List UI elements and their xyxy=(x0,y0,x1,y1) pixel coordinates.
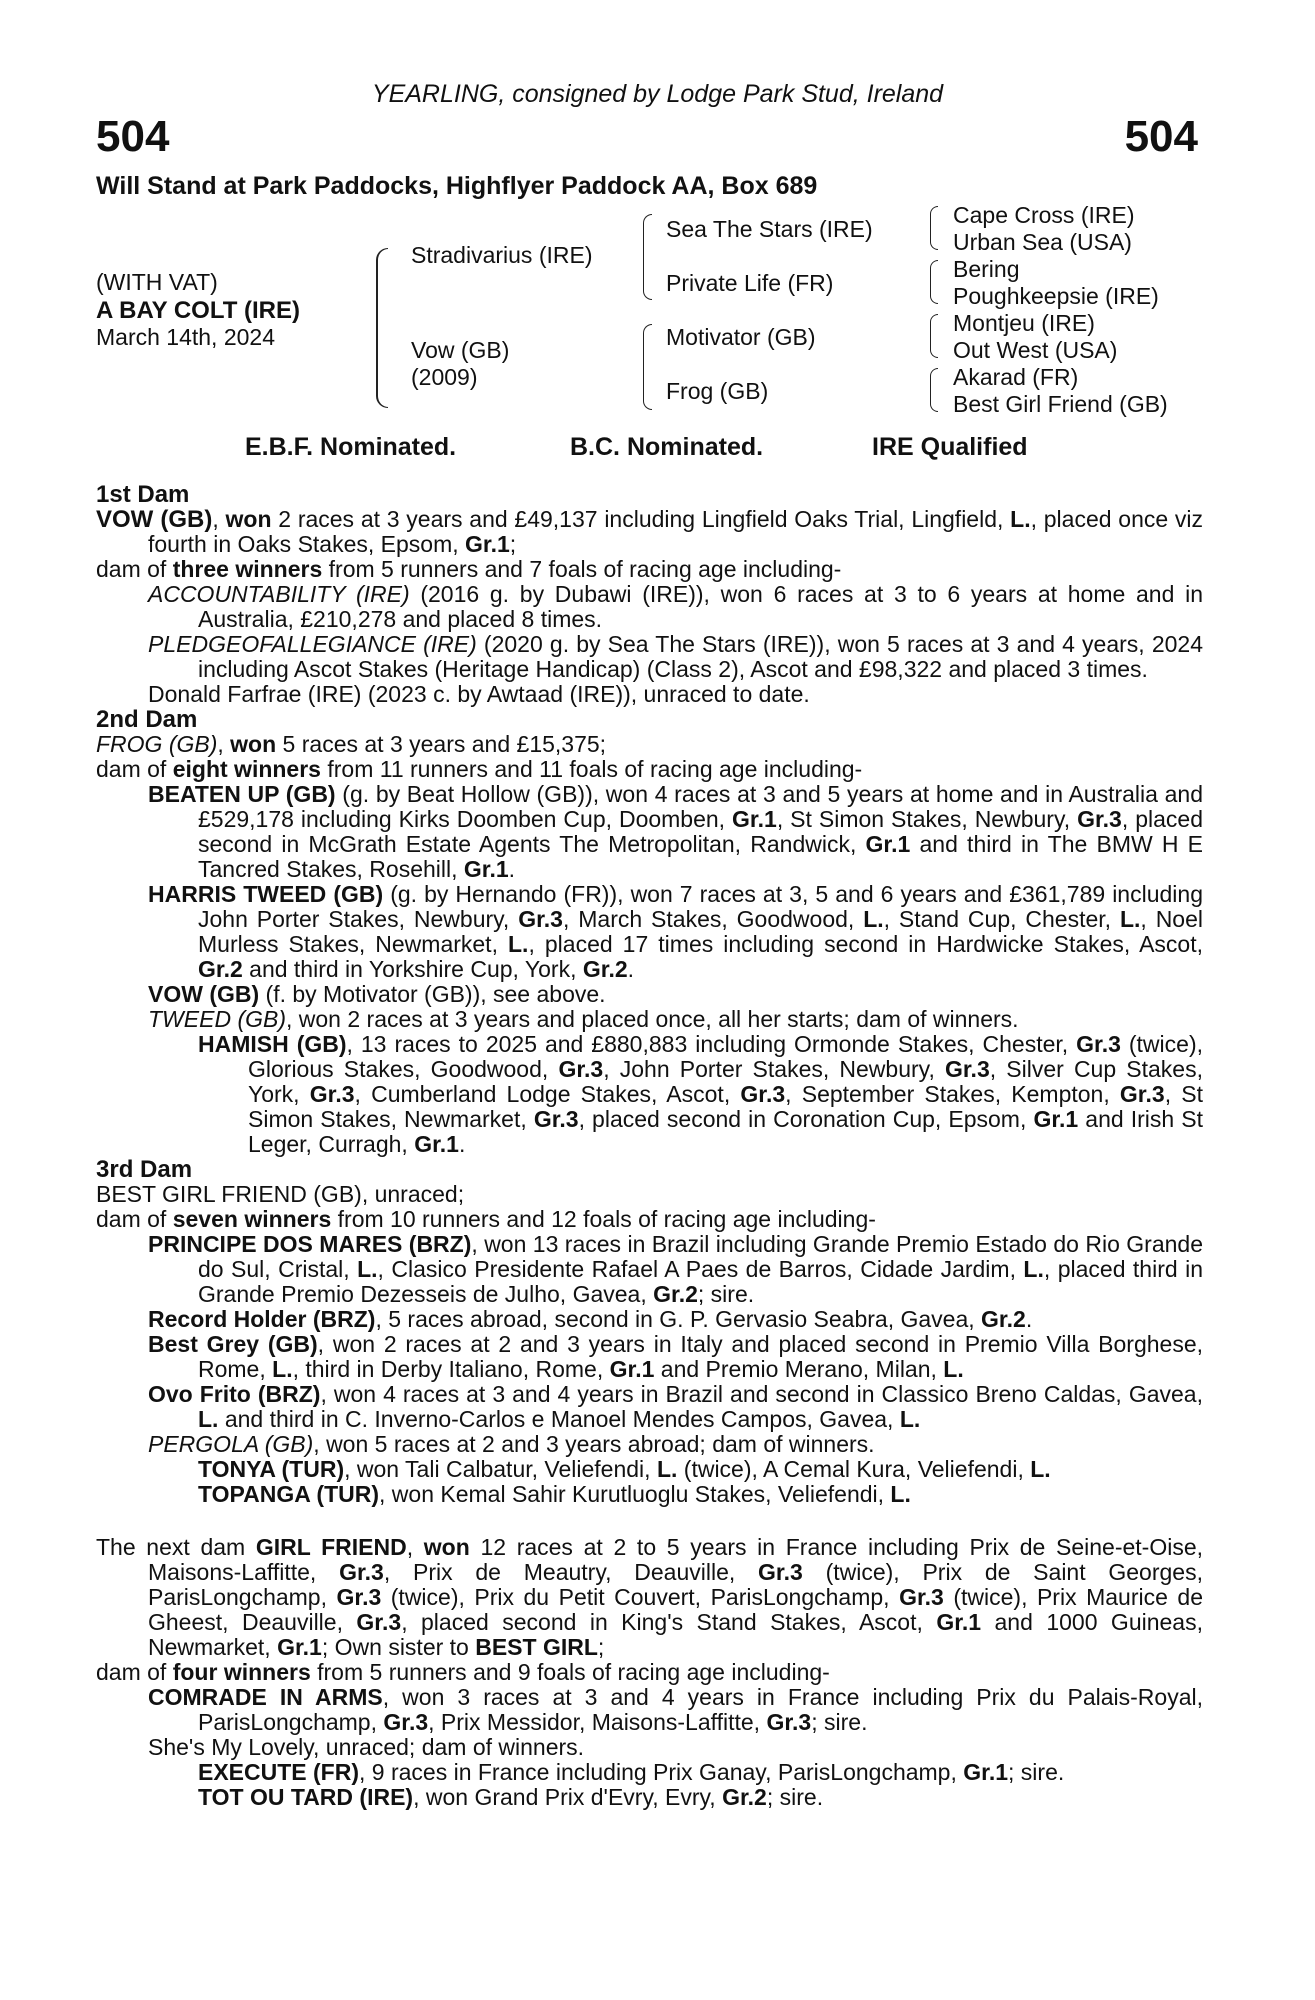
horse-name: A BAY COLT (IRE) xyxy=(96,297,301,324)
produce-ovo-frito: Ovo Frito (BRZ), won 4 races at 3 and 4 years in Brazil and second in Classico Breno Caldas, Gavea, L. and third in C. Inverno-Carlos e Manoel Mendes Campos, Gavea, L. xyxy=(148,1381,1203,1432)
grandparent-6: Out West (USA) xyxy=(953,337,1118,363)
second-dam-produce-summary: dam of eight winners from 11 runners and 11 foals of racing age including- xyxy=(96,756,863,782)
grandparent-3: Bering xyxy=(953,256,1020,282)
catalogue-body xyxy=(96,482,1203,1810)
lot-number-left: 504 xyxy=(96,112,170,161)
pedigree-brace-g3 xyxy=(930,314,938,358)
grandparent-1: Cape Cross (IRE) xyxy=(953,202,1135,228)
dam-sire: Motivator (GB) xyxy=(666,324,816,350)
produce-tonya: TONYA (TUR), won Tali Calbatur, Veliefendi, L. (twice), A Cemal Kura, Veliefendi, L. xyxy=(198,1456,1051,1482)
dam-dam: Frog (GB) xyxy=(666,378,769,404)
first-dam-record: VOW (GB), won 2 races at 3 years and £49,137 including Lingfield Oaks Trial, Lingfield, L., placed once viz fourth in Oaks Stakes, Epsom, Gr.1; xyxy=(96,506,1204,557)
produce-tot-ou-tard: TOT OU TARD (IRE), won Grand Prix d'Evry, Evry, Gr.2; sire. xyxy=(198,1784,824,1810)
produce-harris-tweed: HARRIS TWEED (GB) (g. by Hernando (FR)), won 7 races at 3, 5 and 6 years and £361,789 including John Porter Stakes, Newbury, Gr.3, March Stakes, Goodwood, L., Stand Cup, Chester, L., Noel Murless Stakes, Newmarket, L., placed 17 times including second in Hardwicke Stakes, Ascot, Gr.2 and third in Yorkshire Cup, York, Gr.2. xyxy=(148,881,1203,982)
second-dam-record: FROG (GB), won 5 races at 3 years and £15,375; xyxy=(96,731,607,757)
sire-sire: Sea The Stars (IRE) xyxy=(666,216,873,242)
produce-record-holder: Record Holder (BRZ), 5 races abroad, second in G. P. Gervasio Seabra, Gavea, Gr.2. xyxy=(148,1306,1033,1332)
produce-hamish: HAMISH (GB), 13 races to 2025 and £880,883 including Ormonde Stakes, Chester, Gr.3 (twice), Glorious Stakes, Goodwood, Gr.3, John Porter Stakes, Newbury, Gr.3, Silver Cup Stakes, York, Gr.3, Cumberland Lodge Stakes, Ascot, Gr.3, September Stakes, Kempton, Gr.3, St Simon Stakes, Newmarket, Gr.3, placed second in Coronation Cup, Epsom, Gr.1 and Irish St Leger, Curragh, Gr.1. xyxy=(198,1031,1203,1157)
section-title-3rd-dam: 3rd Dam xyxy=(96,1156,193,1183)
vat-note: (WITH VAT) xyxy=(96,269,218,295)
produce-comrade-in-arms: COMRADE IN ARMS, won 3 races at 3 and 4 years in France including Prix du Palais-Royal, ParisLongchamp, Gr.3, Prix Messidor, Maisons-Laffitte, Gr.3; sire. xyxy=(148,1684,1204,1735)
grandparent-2: Urban Sea (USA) xyxy=(953,229,1132,255)
third-dam-produce-summary: dam of seven winners from 10 runners and 12 foals of racing age including- xyxy=(96,1206,876,1232)
grandparent-7: Akarad (FR) xyxy=(953,364,1079,390)
next-dam-record: The next dam GIRL FRIEND, won 12 races at 2 to 5 years in France including Prix de Seine-et-Oise, Maisons-Laffitte, Gr.3, Prix de Meautry, Deauville, Gr.3 (twice), Prix de Saint Georges, ParisLongchamp, Gr.3 (twice), Prix du Petit Couvert, ParisLongchamp, Gr.3 (twice), Prix Maurice de Gheest, Deauville, Gr.3, placed second in King's Stand Stakes, Ascot, Gr.1 and 1000 Guineas, Newmarket, Gr.1; Own sister to BEST GIRL; xyxy=(96,1534,1204,1660)
produce-principe-dos-mares: PRINCIPE DOS MARES (BRZ), won 13 races in Brazil including Grande Premio Estado do Rio Grande do Sul, Cristal, L., Clasico Presidente Rafael A Paes de Barros, Cidade Jardim, L., placed third in Grande Premio Dezesseis de Julho, Gavea, Gr.2; sire. xyxy=(148,1231,1204,1307)
lot-number-right: 504 xyxy=(1124,112,1198,161)
produce-beaten-up: BEATEN UP (GB) (g. by Beat Hollow (GB)), won 4 races at 3 and 5 years at home and in Australia and £529,178 including Kirks Doomben Cup, Doomben, Gr.1, St Simon Stakes, Newbury, Gr.3, placed second in McGrath Estate Agents The Metropolitan, Randwick, Gr.1 and third in The BMW H E Tancred Stakes, Rosehill, Gr.1. xyxy=(148,781,1204,882)
ire-qualified: IRE Qualified xyxy=(872,433,1028,461)
produce-best-grey: Best Grey (GB), won 2 races at 2 and 3 years in Italy and placed second in Premio Villa Borghese, Rome, L., third in Derby Italiano, Rome, Gr.1 and Premio Merano, Milan, L. xyxy=(148,1331,1204,1382)
ebf-nominated: E.B.F. Nominated. xyxy=(245,433,457,461)
grandparent-5: Montjeu (IRE) xyxy=(953,310,1095,336)
section-title-2nd-dam: 2nd Dam xyxy=(96,706,198,733)
produce-tweed: TWEED (GB), won 2 races at 3 years and placed once, all her starts; dam of winners. xyxy=(148,1006,1019,1032)
sire: Stradivarius (IRE) xyxy=(411,242,593,268)
dam-year: (2009) xyxy=(411,364,478,390)
dam: Vow (GB) xyxy=(411,337,510,363)
grandparent-8: Best Girl Friend (GB) xyxy=(953,391,1168,417)
bc-nominated: B.C. Nominated. xyxy=(570,433,764,461)
produce-topanga: TOPANGA (TUR), won Kemal Sahir Kurutluoglu Stakes, Veliefendi, L. xyxy=(198,1481,911,1507)
pedigree-brace-sire xyxy=(643,214,652,300)
pedigree-brace-g2 xyxy=(930,260,938,304)
grandparent-4: Poughkeepsie (IRE) xyxy=(953,283,1159,309)
section-title-1st-dam: 1st Dam xyxy=(96,481,190,508)
third-dam-record: BEST GIRL FRIEND (GB), unraced; xyxy=(96,1181,465,1207)
pedigree-brace-main xyxy=(376,248,388,408)
pedigree-brace-dam xyxy=(643,324,652,410)
consignor-line: YEARLING, consigned by Lodge Park Stud, Ireland xyxy=(371,80,944,108)
first-dam-produce-summary: dam of three winners from 5 runners and 7 foals of racing age including- xyxy=(96,556,842,582)
produce-shes-my-lovely: She's My Lovely, unraced; dam of winners. xyxy=(148,1734,585,1760)
produce-pledgeofallegiance: PLEDGEOFALLEGIANCE (IRE) (2020 g. by Sea The Stars (IRE)), won 5 races at 3 and 4 years, 2024 including Ascot Stakes (Heritage Handicap) (Class 2), Ascot and £98,322 and placed 3 times. xyxy=(148,631,1203,682)
pedigree-brace-g1 xyxy=(930,206,938,250)
sire-dam: Private Life (FR) xyxy=(666,270,834,296)
produce-execute: EXECUTE (FR), 9 races in France including Prix Ganay, ParisLongchamp, Gr.1; sire. xyxy=(198,1759,1065,1785)
produce-vow: VOW (GB) (f. by Motivator (GB)), see above. xyxy=(148,981,606,1007)
produce-donald-farfrae: Donald Farfrae (IRE) (2023 c. by Awtaad (IRE)), unraced to date. xyxy=(148,681,810,707)
foaling-date: March 14th, 2024 xyxy=(96,324,276,350)
pedigree-brace-g4 xyxy=(930,368,938,412)
produce-accountability: ACCOUNTABILITY (IRE) (2016 g. by Dubawi (IRE)), won 6 races at 3 to 6 years at home and in Australia, £210,278 and placed 8 times. xyxy=(148,581,1203,632)
next-dam-produce-summary: dam of four winners from 5 runners and 9 foals of racing age including- xyxy=(96,1659,830,1685)
stand-location: Will Stand at Park Paddocks, Highflyer Paddock AA, Box 689 xyxy=(96,172,818,200)
produce-pergola: PERGOLA (GB), won 5 races at 2 and 3 years abroad; dam of winners. xyxy=(148,1431,875,1457)
